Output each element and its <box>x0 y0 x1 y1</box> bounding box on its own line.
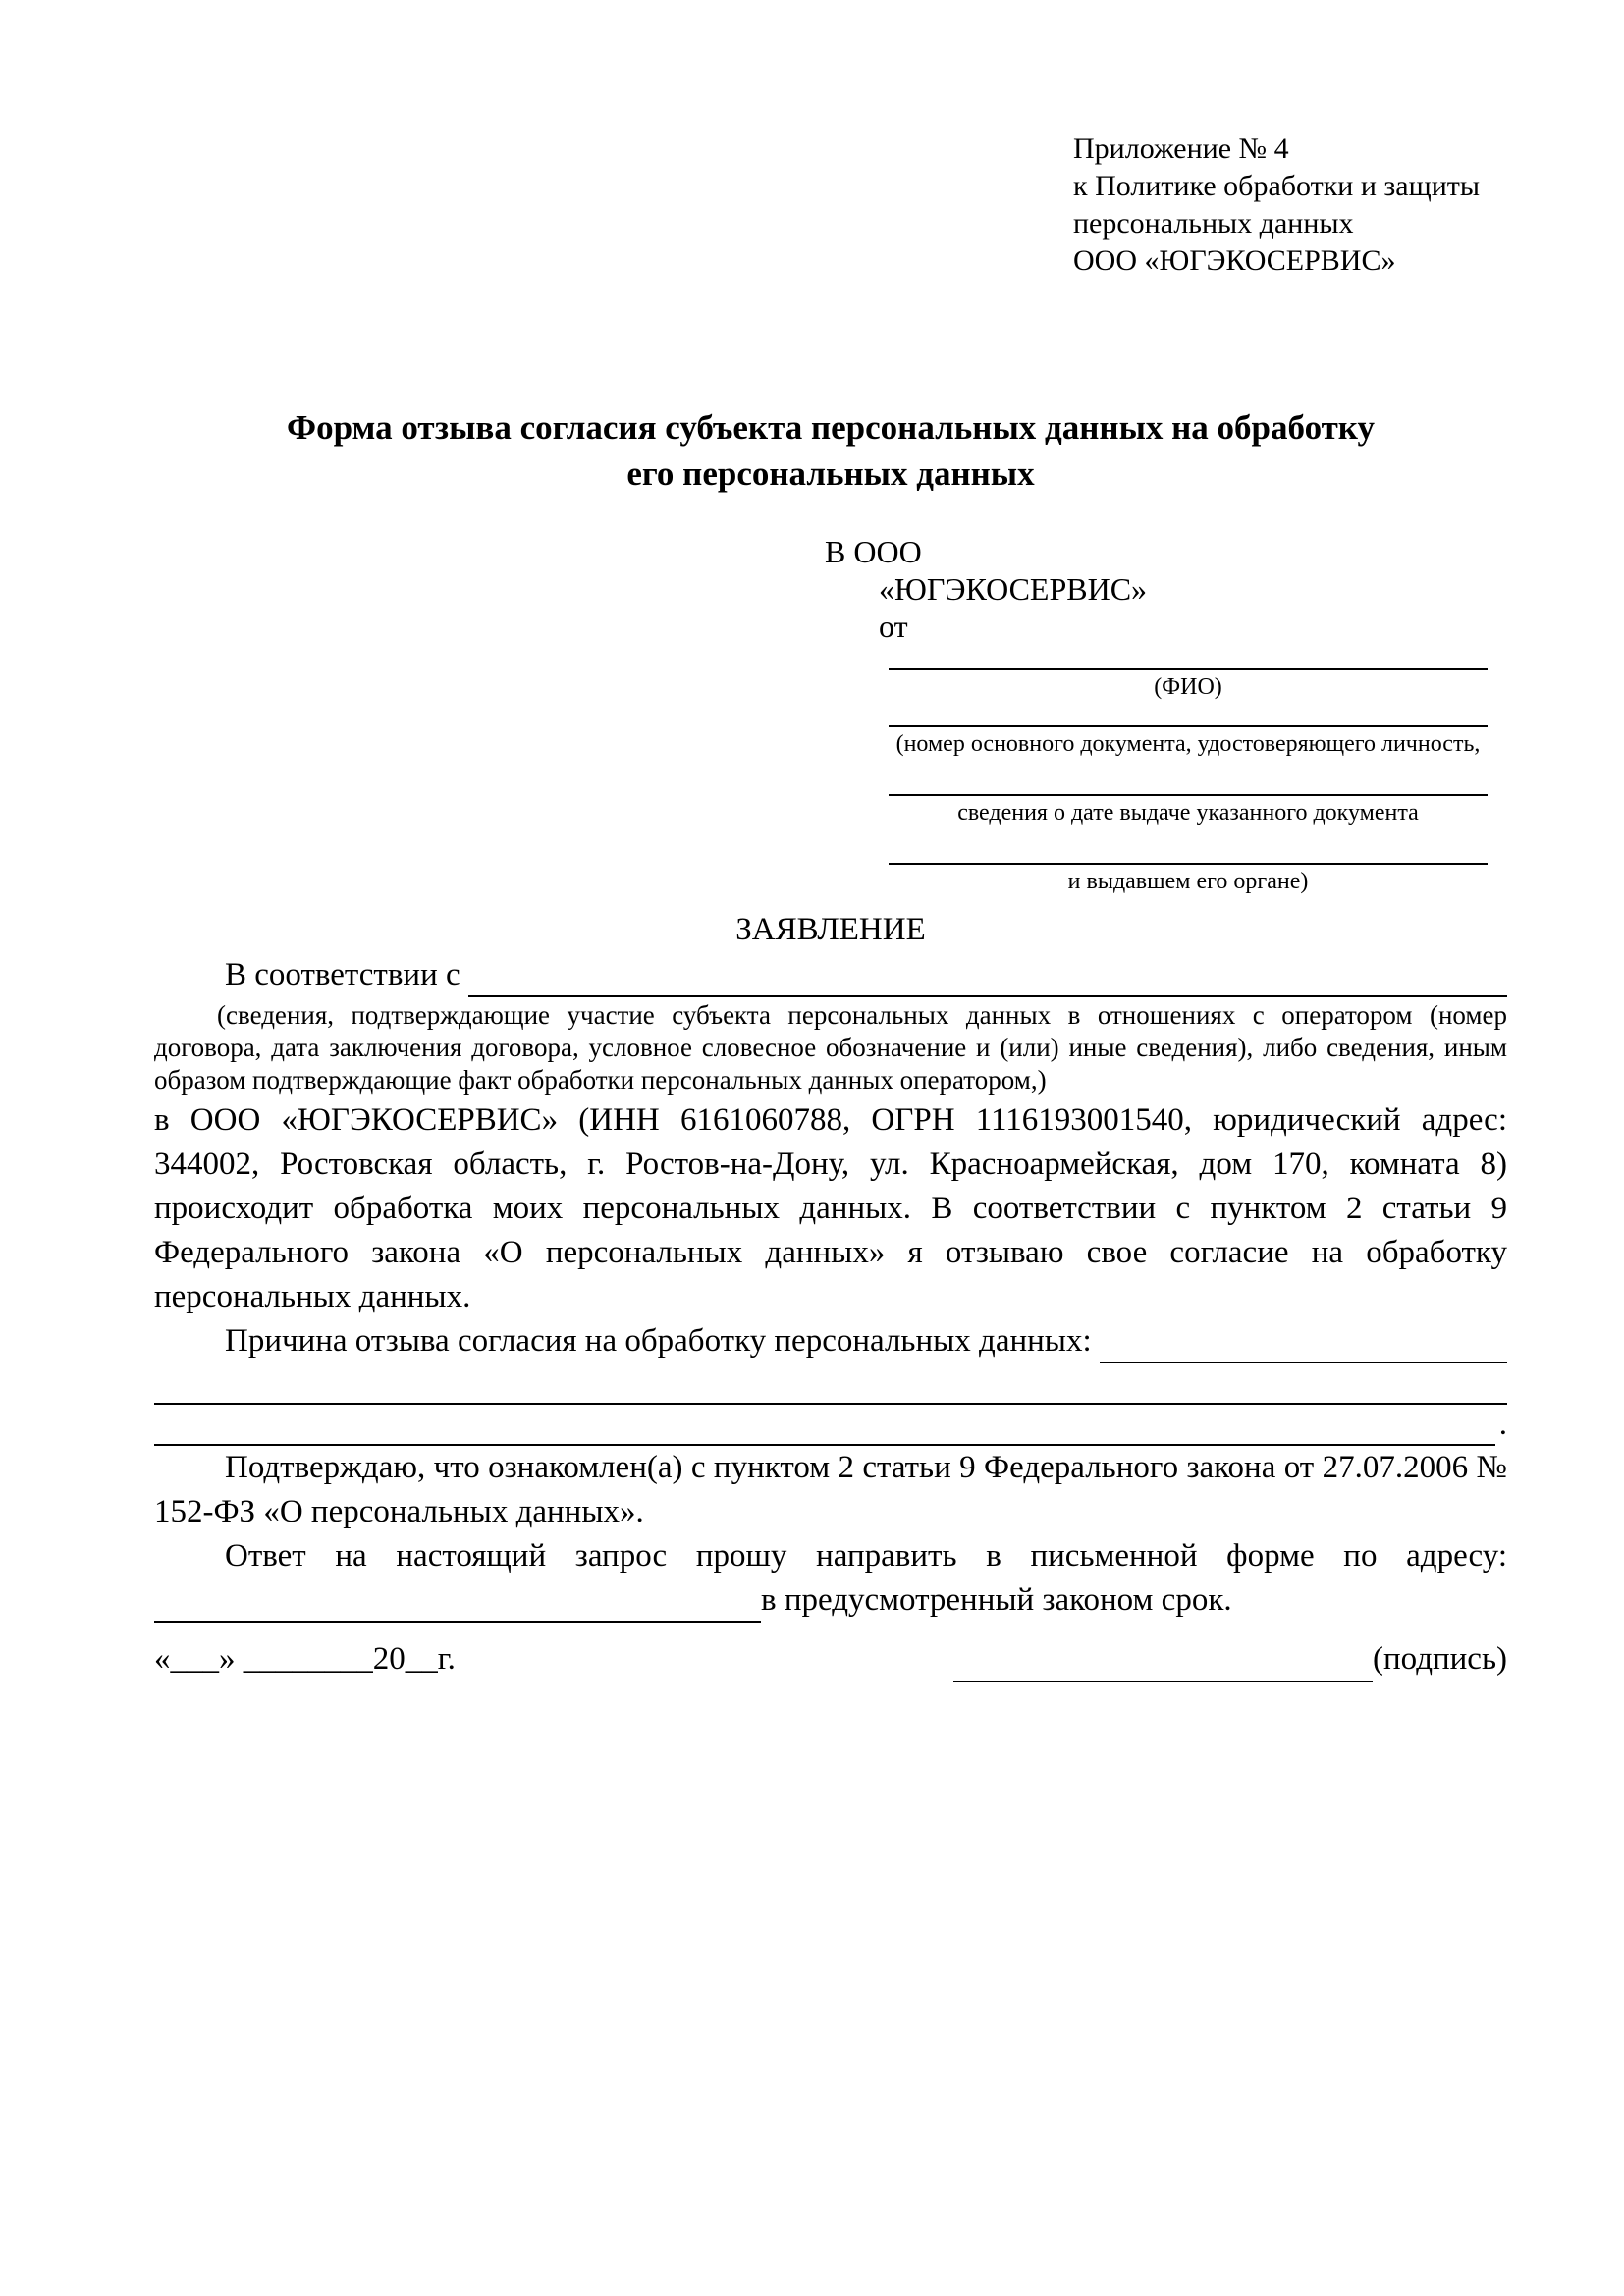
issue-date-field <box>889 765 1488 828</box>
statement-section <box>154 907 1507 1623</box>
document-number-blank-line <box>889 708 1488 727</box>
reply-address-row <box>154 1578 1507 1623</box>
reason-label: Причина отзыва согласия на обработку персональных данных: <box>225 1323 1092 1359</box>
basis-blank-line <box>468 952 1507 997</box>
reason-blank-line-2 <box>154 1363 1507 1405</box>
basis-row <box>154 952 1507 997</box>
fio-caption: (ФИО) <box>1154 674 1222 700</box>
appendix-header-line: Приложение № 4 <box>1073 133 1289 165</box>
reply-address-blank-line <box>154 1578 761 1623</box>
fio-blank-line <box>889 651 1488 670</box>
statement-body: в ООО «ЮГЭКОСЕРВИС» (ИНН 6161060788, ОГРН 1116193001540, юридический адрес: 344002, Ростовская область, г. Ростов-на-Дону, ул. Красноармейская, дом 170, комната 8) происходит обработка моих персональных данных. В соответствии с пунктом 2 статьи 9 Федерального закона «О персональных данных» я отзываю свое согласие на обработку персональных данных. <box>154 1102 1507 1314</box>
addressee-to-line: В ООО <box>825 534 922 569</box>
appendix-header-line: к Политике обработки и защиты <box>1073 170 1481 202</box>
reason-blank-line-3 <box>154 1405 1495 1446</box>
reply-suffix: в предусмотренный законом срок. <box>761 1582 1232 1618</box>
reason-row <box>154 1319 1507 1363</box>
reason-blank-line <box>1100 1319 1507 1363</box>
issuing-authority-blank-line <box>889 833 1488 865</box>
addressee-company: «ЮГЭКОСЕРВИС» <box>879 571 1148 607</box>
document-title-line-2: его персональных данных <box>626 454 1035 493</box>
issue-date-caption: сведения о дате выдаче указанного документа <box>957 800 1419 826</box>
reply-request-line: Ответ на настоящий запрос прошу направить в письменной форме по адресу: <box>225 1538 1507 1574</box>
reason-period: . <box>1498 1407 1507 1442</box>
appendix-header-line: ООО «ЮГЭКОСЕРВИС» <box>1073 244 1396 277</box>
issuing-authority-caption: и выдавшем его органе) <box>1067 869 1309 894</box>
signature-caption: (подпись) <box>1373 1641 1507 1677</box>
document-title-line-1: Форма отзыва согласия субъекта персональных данных на обработку <box>287 408 1375 447</box>
document-title <box>154 404 1507 497</box>
addressee-from-label: от <box>879 609 908 644</box>
date-signature-row <box>154 1635 1507 1682</box>
document-number-caption: (номер основного документа, удостоверяющего личность, <box>895 731 1481 757</box>
appendix-header-line: персональных данных <box>1073 207 1354 240</box>
document-number-field <box>889 708 1488 759</box>
basis-prefix: В соответствии с <box>225 957 460 992</box>
signature-blank-line <box>953 1635 1373 1682</box>
appendix-header <box>1073 131 1480 280</box>
issuing-authority-field <box>889 833 1488 896</box>
statement-heading: ЗАЯВЛЕНИЕ <box>735 912 926 947</box>
date-line: «___» ________20__г. <box>154 1641 456 1677</box>
addressee-block <box>825 533 1507 896</box>
reason-blank-line-3-row <box>154 1405 1507 1446</box>
fio-field <box>889 651 1488 702</box>
signature-block <box>953 1635 1507 1682</box>
basis-fine-print: (сведения, подтверждающие участие субъекта персональных данных в отношениях с оператором (номер договора, дата заключения договора, условное словесное обозначение и (или) иные сведения), либо сведения, иным образом подтверждающие факт обработки персональных данных оператором,) <box>154 1000 1507 1095</box>
confirmation-paragraph: Подтверждаю, что ознакомлен(а) с пунктом 2 статьи 9 Федерального закона от 27.07.2006 № 152-ФЗ «О персональных данных». <box>154 1450 1507 1529</box>
issue-date-blank-line <box>889 765 1488 796</box>
